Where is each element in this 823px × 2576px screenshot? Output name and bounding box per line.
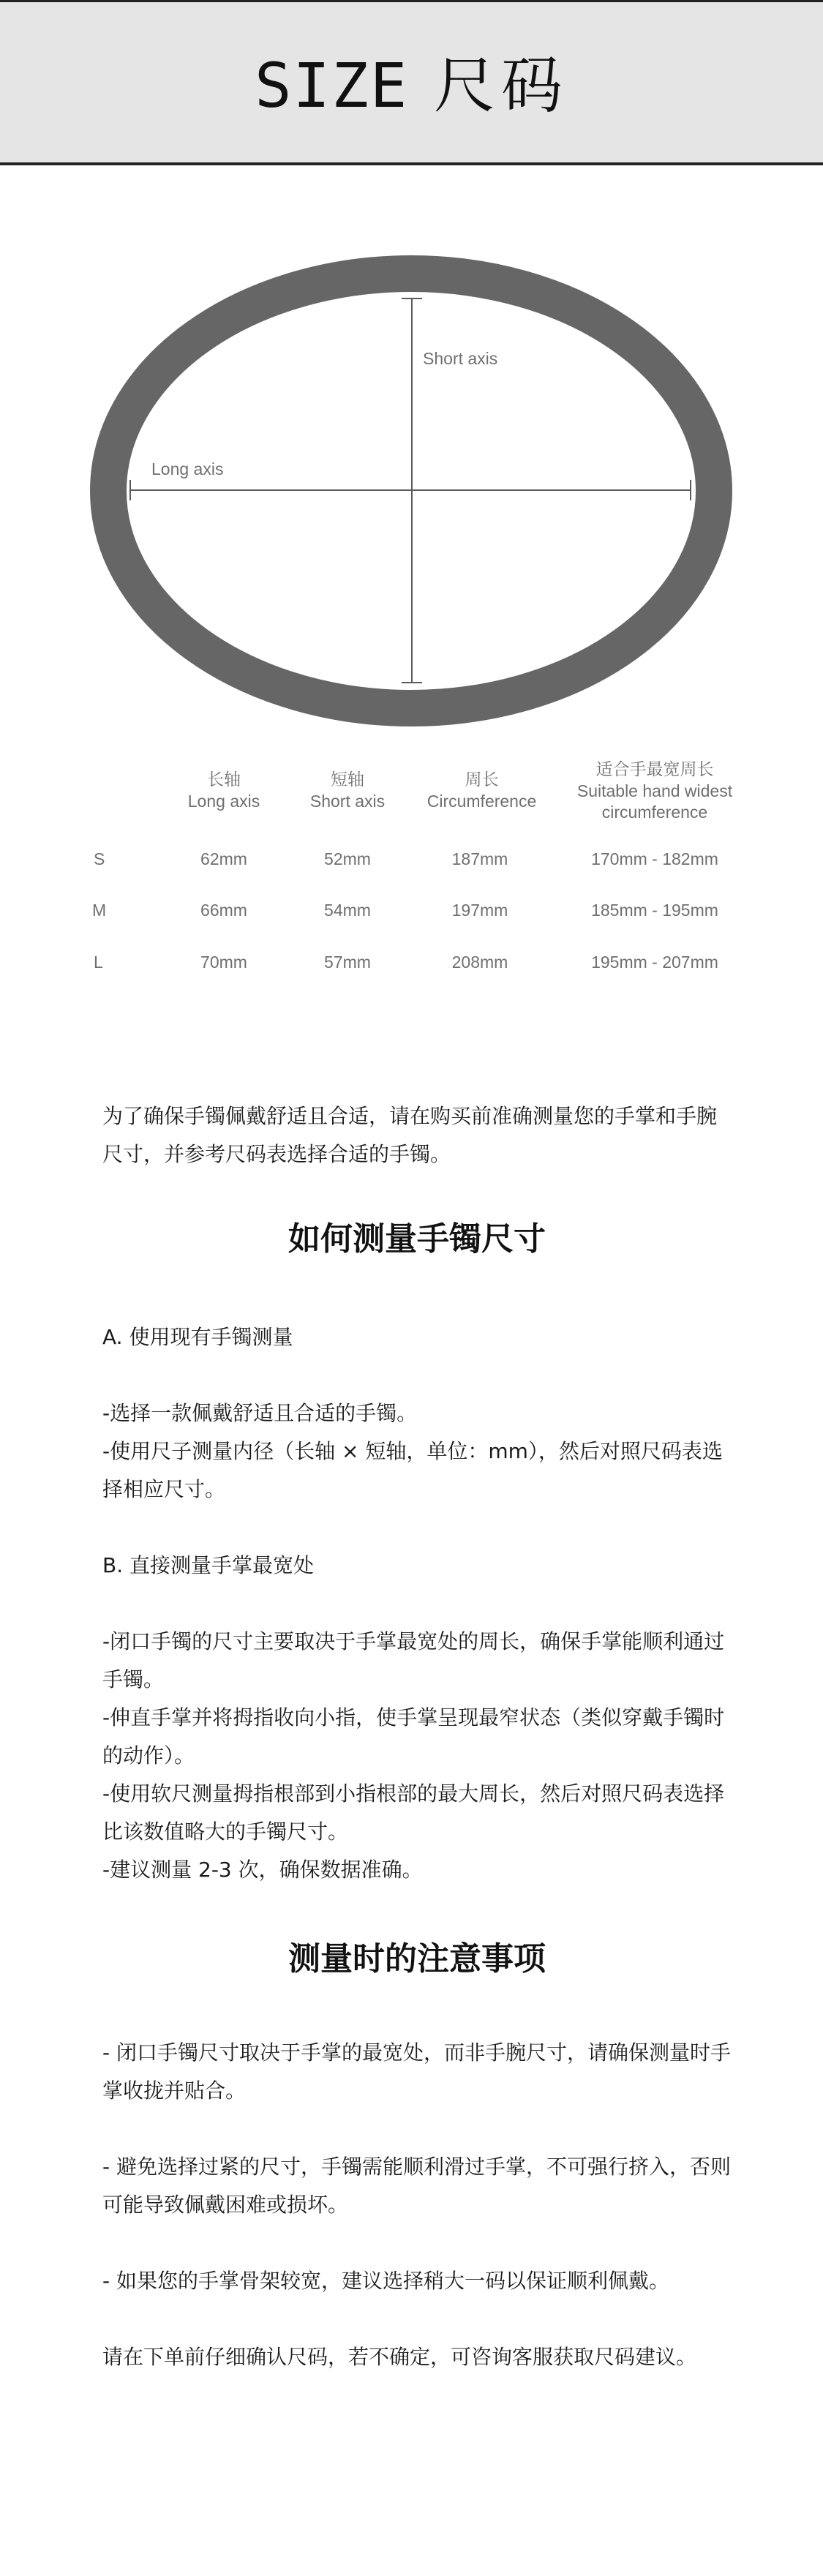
- long-axis-label: Long axis: [151, 459, 224, 478]
- table-cell: 52mm: [324, 849, 371, 868]
- table-cell: 197mm: [451, 901, 508, 920]
- intro-paragraph: 为了确保手镯佩戴舒适且合适，请在购买前准确测量您的手掌和手腕尺寸，并参考尺码表选择合适的手镯。: [102, 1104, 718, 1166]
- table-cell: 54mm: [324, 901, 371, 920]
- method-b-step-3: -使用软尺测量拇指根部到小指根部的最大周长，然后对照尺码表选择比该数值略大的手镯尺寸。: [102, 1781, 725, 1844]
- method-a-step-2: -使用尺子测量内径（长轴 × 短轴，单位：mm），然后对照尺码表选择相应尺寸。: [102, 1439, 723, 1501]
- method-b-step-1: -闭口手镯的尺寸主要取决于手掌最宽处的周长，确保手掌能顺利通过手镯。: [102, 1629, 725, 1691]
- method-a-title: A. 使用现有手镯测量: [102, 1325, 293, 1349]
- col-header-short: [274, 770, 421, 812]
- table-cell: 62mm: [200, 849, 247, 868]
- note-1: - 闭口手镯尺寸取决于手掌的最宽处，而非手腕尺寸，请确保测量时手掌收拢并贴合。: [102, 2040, 732, 2103]
- note-2: - 避免选择过紧的尺寸，手镯需能顺利滑过手掌，不可强行挤入，否则可能导致佩戴困难或损坏。: [102, 2155, 732, 2217]
- page-header: [0, 0, 823, 165]
- table-cell: 57mm: [324, 953, 371, 972]
- table-cell: 208mm: [451, 953, 508, 972]
- col-header-circumference-zh: 周长: [465, 770, 499, 789]
- row-size-label: M: [92, 901, 107, 920]
- size-table: [0, 754, 823, 995]
- col-header-hand-zh: 适合手最宽周长: [595, 760, 714, 779]
- table-cell: 195mm - 207mm: [591, 953, 718, 972]
- col-header-long-zh: 长轴: [207, 770, 241, 789]
- table-cell: 187mm: [451, 849, 508, 868]
- short-axis-label: Short axis: [423, 349, 498, 368]
- page-title: [0, 50, 823, 121]
- col-header-circumference-en: Circumference: [426, 792, 537, 811]
- title-zh: 尺码: [433, 50, 568, 121]
- table-cell: 66mm: [200, 901, 247, 920]
- table-cell: 170mm - 182mm: [591, 849, 718, 868]
- table-cell: 185mm - 195mm: [591, 901, 718, 920]
- row-size-label: S: [94, 849, 105, 868]
- method-b-step-2: -伸直手掌并将拇指收向小指，使手掌呈现最窄状态（类似穿戴手镯时的动作）。: [102, 1705, 725, 1768]
- col-header-short-en: Short axis: [309, 792, 386, 811]
- method-b-step-4: -建议测量 2-3 次，确保数据准确。: [102, 1858, 423, 1882]
- title-en: SIZE: [254, 50, 409, 121]
- method-a-step-1: -选择一款佩戴舒适且合适的手镯。: [102, 1401, 418, 1425]
- closing-note: 请在下单前仔细确认尺码，若不确定，可咨询客服获取尺码建议。: [102, 2345, 697, 2369]
- note-3: - 如果您的手掌骨架较宽，建议选择稍大一码以保证顺利佩戴。: [102, 2269, 670, 2293]
- notes-heading: 测量时的注意事项: [288, 1940, 546, 1978]
- col-header-hand-en: Suitable hand widest circumference: [576, 781, 733, 822]
- measure-heading: 如何测量手镯尺寸: [288, 1220, 546, 1258]
- bracelet-diagram: [0, 165, 823, 736]
- col-header-long-en: Long axis: [187, 792, 260, 811]
- col-header-circumference: [407, 770, 557, 812]
- col-header-hand: [563, 759, 746, 823]
- col-header-short-zh: 短轴: [331, 770, 364, 789]
- table-cell: 70mm: [200, 953, 247, 972]
- bracelet-diagram-svg: [0, 165, 823, 736]
- row-size-label: L: [94, 953, 103, 972]
- method-b-title: B. 直接测量手掌最宽处: [102, 1553, 315, 1577]
